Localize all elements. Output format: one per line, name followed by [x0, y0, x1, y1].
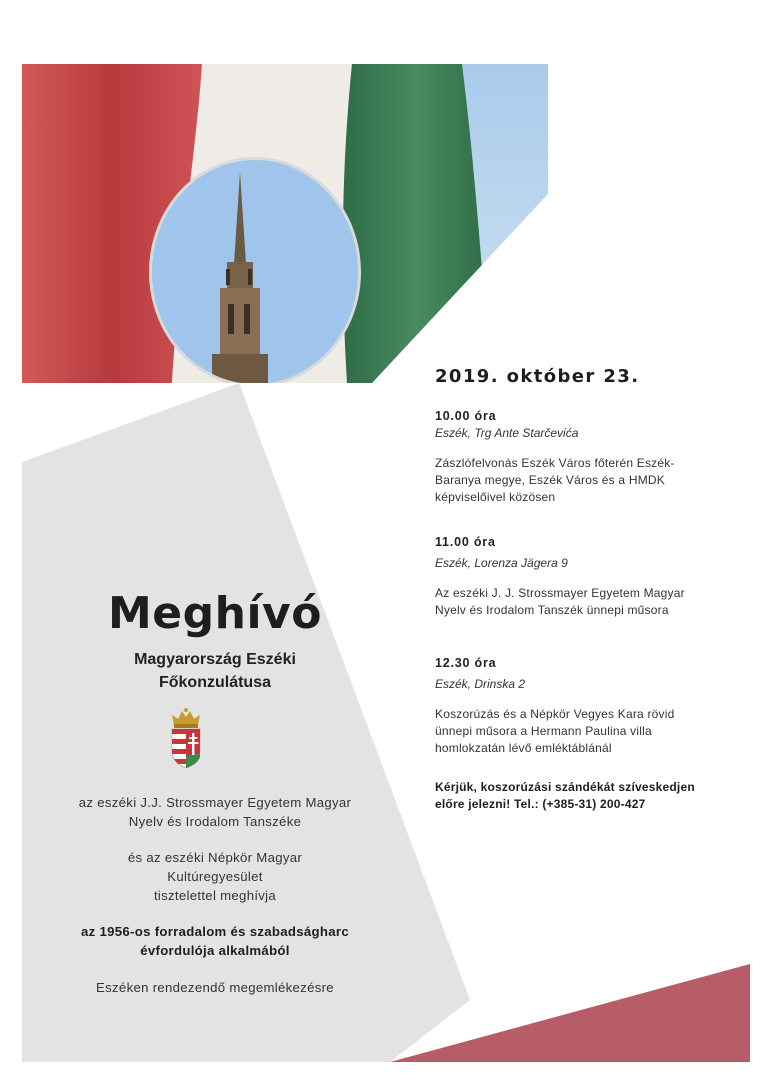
- event-description-line: Baranya megye, Eszék Város és a HMDK: [435, 473, 665, 487]
- intro-line: és az eszéki Népkör Magyar: [127, 850, 303, 865]
- event-time: 11.00 óra: [435, 535, 496, 549]
- organizer-name: [40, 648, 390, 694]
- intro-line: Nyelv és Irodalom Tanszéke: [128, 814, 302, 829]
- event-description-line: Az eszéki J. J. Strossmayer Egyetem Magyar: [435, 586, 685, 600]
- invitation-title: Meghívó: [108, 588, 322, 639]
- event-description-line: Zászlófelvonás Eszék Város főterén Eszék-: [435, 456, 675, 470]
- organizer-line-2: Főkonzulátusa: [158, 674, 271, 691]
- rsvp-note: [435, 779, 735, 813]
- intro-block-location: [40, 978, 390, 997]
- event-description-line: Koszorúzás és a Népkör Vegyes Kara rövid: [435, 707, 675, 721]
- intro-block-occasion: [40, 922, 390, 960]
- intro-block-university: [40, 793, 390, 831]
- event-place: Eszék, Lorenza Jägera 9: [435, 556, 568, 570]
- event-description-line: homlokzatán lévő emléktáblánál: [435, 741, 612, 755]
- rsvp-line: Kérjük, koszorúzási szándékát szíveskedjen: [435, 780, 695, 794]
- event-date: 2019. október 23.: [435, 366, 640, 387]
- event-1: [435, 409, 735, 506]
- intro-line: Eszéken rendezendő megemlékezésre: [96, 980, 334, 995]
- event-time: 10.00 óra: [435, 409, 497, 423]
- intro-line: az eszéki J.J. Strossmayer Egyetem Magyar: [78, 795, 352, 810]
- event-description: [435, 455, 735, 506]
- intro-block-nepkor: [40, 848, 390, 905]
- rsvp-line: előre jelezni! Tel.: (+385-31) 200-427: [435, 797, 646, 811]
- intro-line: tisztelettel meghívja: [153, 888, 277, 903]
- intro-line: Kultúregyesület: [167, 869, 263, 884]
- event-description-line: ünnepi műsora a Hermann Paulina villa: [435, 724, 652, 738]
- event-2: [435, 535, 735, 619]
- intro-line: évfordulója alkalmából: [140, 943, 290, 958]
- event-description: [435, 585, 735, 619]
- event-place: Eszék, Trg Ante Starčevića: [435, 426, 579, 440]
- event-time: 12.30 óra: [435, 656, 497, 670]
- event-description: [435, 706, 735, 757]
- event-description-line: képviselőivel közösen: [435, 490, 556, 504]
- intro-line: az 1956-os forradalom és szabadságharc: [81, 924, 349, 939]
- event-place: Eszék, Drinska 2: [435, 677, 526, 691]
- event-3: [435, 656, 735, 757]
- organizer-line-1: Magyarország Eszéki: [134, 651, 296, 668]
- flag-mirror-photo: [22, 64, 548, 383]
- coat-of-arms-icon: [166, 707, 206, 769]
- event-description-line: Nyelv és Irodalom Tanszék ünnepi műsora: [435, 603, 669, 617]
